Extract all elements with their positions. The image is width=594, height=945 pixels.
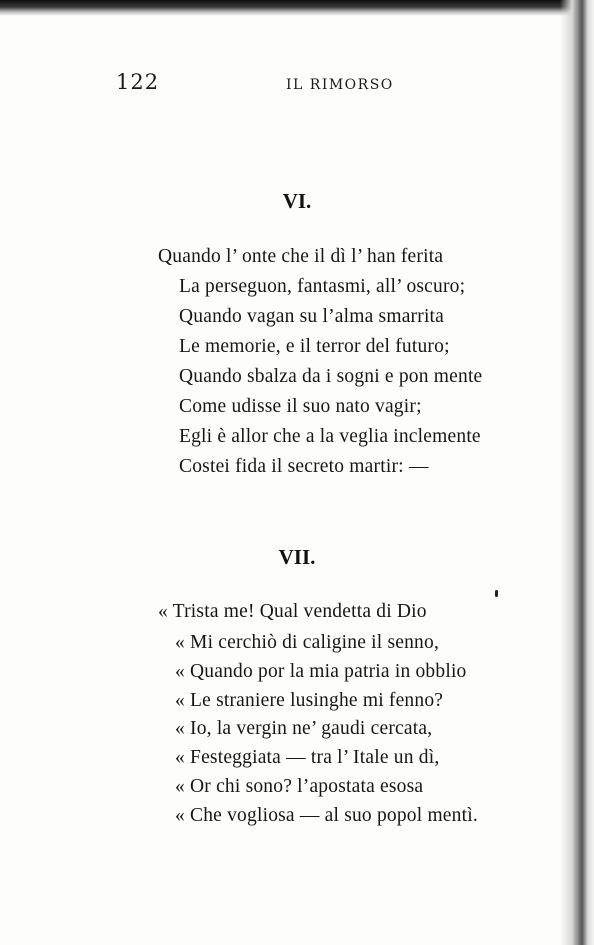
verse-line: Come udisse il suo nato vagir; bbox=[179, 396, 422, 417]
verse-line: Quando sbalza da i sogni e pon mente bbox=[179, 366, 483, 387]
verse-line: « Che vogliosa — al suo popol mentì. bbox=[175, 805, 478, 826]
stanza-heading-vi: VI. bbox=[282, 189, 312, 213]
verse-line: « Or chi sono? l’apostata esosa bbox=[175, 776, 424, 797]
page-top-shadow bbox=[0, 0, 594, 16]
stanza-heading-vii: VII. bbox=[278, 545, 316, 569]
ink-speck bbox=[495, 590, 498, 597]
verse-line: « Quando por la mia patria in obblio bbox=[175, 661, 467, 682]
verse-line: Quando l’ onte che il dì l’ han ferita bbox=[158, 246, 444, 267]
verse-line: Le memorie, e il terror del futuro; bbox=[179, 336, 450, 357]
verse-line: Costei fida il secreto martir: — bbox=[179, 456, 429, 477]
page-number: 122 bbox=[116, 70, 160, 94]
verse-line: Egli è allor che a la veglia inclemente bbox=[179, 426, 481, 447]
verse-line: « Le straniere lusinghe mi fenno? bbox=[175, 690, 444, 711]
verse-line: « Io, la vergin ne’ gaudi cercata, bbox=[175, 718, 433, 739]
verse-line: La perseguon, fantasmi, all’ oscuro; bbox=[179, 276, 466, 297]
verse-line: « Mi cerchiò di caligine il senno, bbox=[175, 632, 440, 653]
running-title: IL RIMORSO bbox=[286, 77, 394, 93]
running-header bbox=[116, 70, 536, 100]
page-binding-edge bbox=[560, 0, 594, 945]
verse-line: « Festeggiata — tra l’ Itale un dì, bbox=[175, 747, 440, 768]
verse-line: Quando vagan su l’alma smarrita bbox=[179, 306, 445, 327]
verse-line: « Trista me! Qual vendetta di Dio bbox=[158, 601, 427, 622]
